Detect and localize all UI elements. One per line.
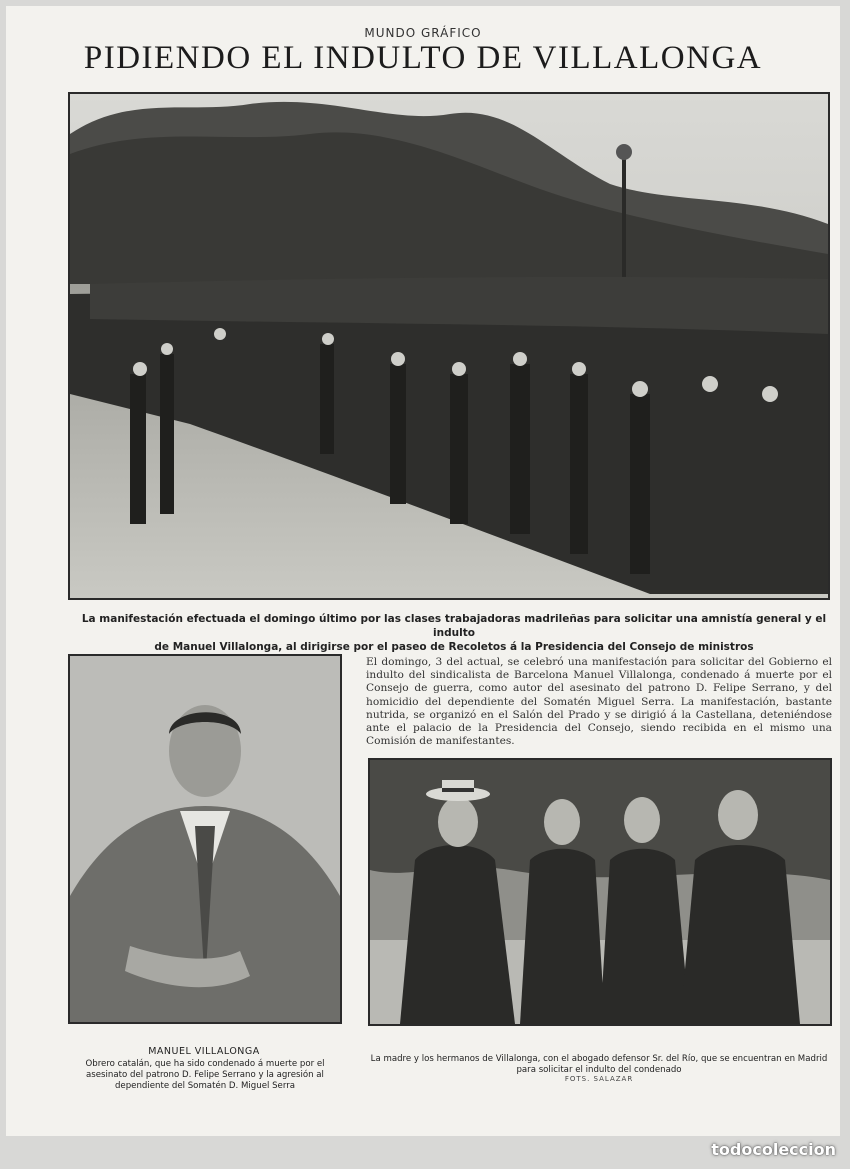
portrait-photo (68, 654, 342, 1024)
masthead: MUNDO GRÁFICO (364, 26, 482, 40)
newspaper-page (6, 6, 840, 1136)
photo-credit: FOTS. SALAZAR (564, 1075, 634, 1083)
family-photo (368, 758, 832, 1026)
article-text: El domingo, 3 del actual, se celebró una manifestación para solicitar del Gobierno el indulto del sindicalista de Barcelona Manuel Villalonga, condenado á muerte por el Consejo de guerra, como autor del asesinato del patrono D. Felipe Serrano, y del homicidio del dependiente del Somatén Miguel Serra. La manifestación, bastante nutrida, se organizó en el Salón del Prado y se dirigió á la Castellana, deteniéndose ante el palacio de la Presidencia del Consejo, siendo recibida en el mismo una Comisión de manifestantes. (366, 656, 832, 748)
portrait-caption-bio: Obrero catalán, que ha sido condenado á muerte por el asesinato del patrono D. Felipe Serrano y la agresión al dependiente del Somatén D. Miguel Serra (85, 1059, 325, 1091)
portrait-caption-name: MANUEL VILLALONGA (148, 1046, 260, 1057)
crowd-photo (68, 92, 830, 600)
crowd-photo-caption: La manifestación efectuada el domingo último por las clases trabajadoras madrileñas para solicitar una amnistía general y el indulto de Manuel Villalonga, al dirigirse por el paseo de Recoletos á la Presidencia del Consejo de ministros (81, 613, 827, 653)
headline: PIDIENDO EL INDULTO DE VILLALONGA (83, 40, 763, 76)
family-photo-caption: La madre y los hermanos de Villalonga, con el abogado defensor Sr. del Río, que se encuentran en Madrid para solicitar el indulto del condenado (370, 1054, 828, 1075)
watermark-logo: todocoleccion (711, 1140, 836, 1159)
